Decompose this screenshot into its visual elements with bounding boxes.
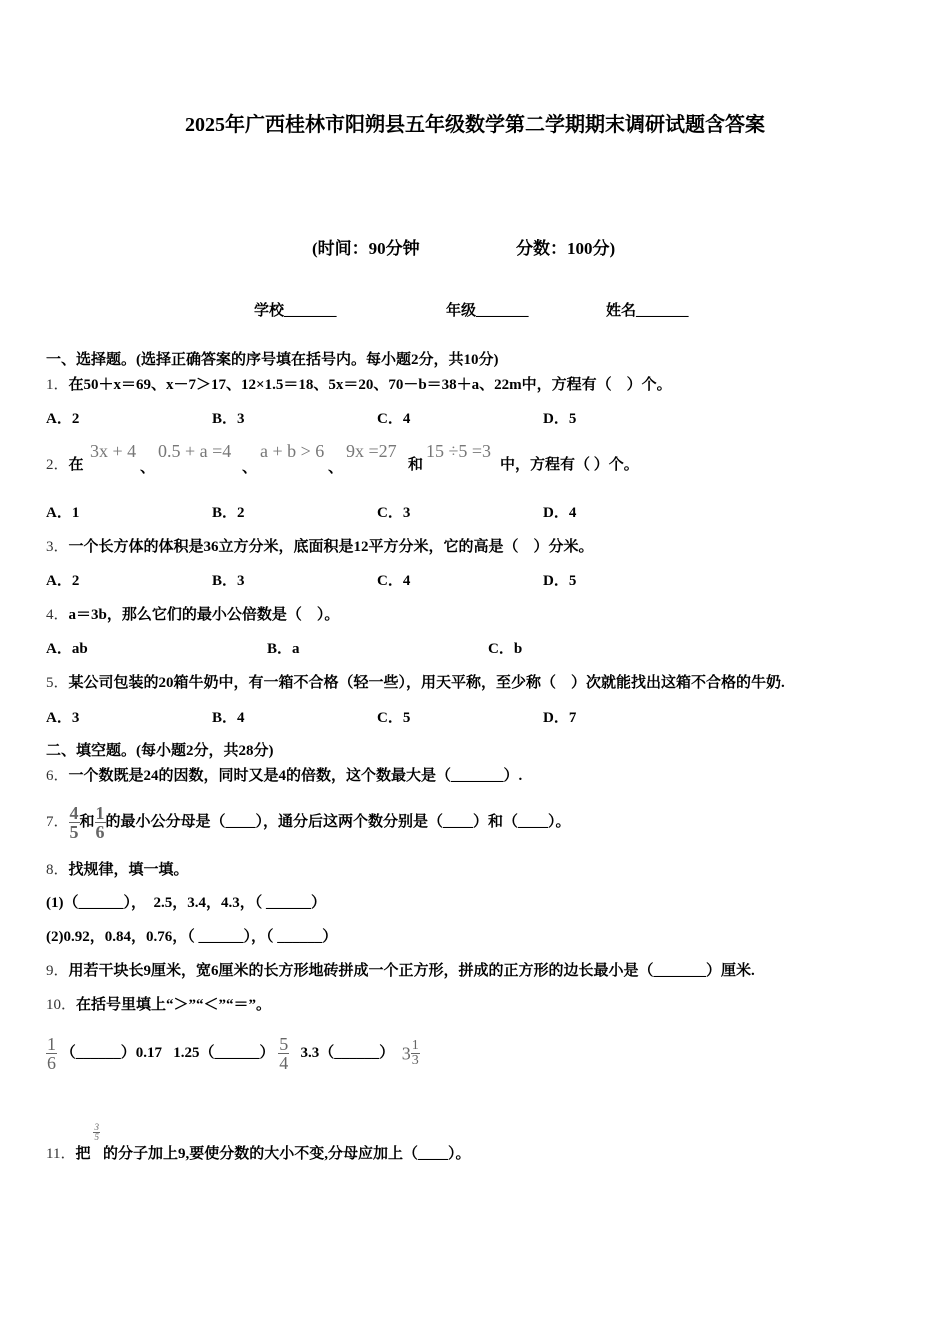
question-2 bbox=[46, 455, 84, 475]
mixed-whole: 3 bbox=[401, 1043, 411, 1064]
question-10 bbox=[46, 995, 271, 1015]
q-number: 8． bbox=[46, 862, 69, 878]
question-1 bbox=[46, 375, 672, 395]
formula: 0.5 + a =4 bbox=[158, 441, 232, 461]
denominator: 6 bbox=[95, 822, 105, 843]
formula: 15 ÷5 =3 bbox=[426, 441, 492, 461]
numerator: 4 bbox=[69, 803, 79, 824]
q-number: 5． bbox=[46, 675, 69, 691]
q-text: 用若干块长9厘米，宽6厘米的长方形地砖拼成一个正方形，拼成的正方形的边长最小是（_______）厘米. bbox=[68, 963, 755, 979]
time-limit: (时间：90分钟 bbox=[312, 239, 420, 258]
q-text: 把 bbox=[75, 1146, 91, 1162]
denominator: 3 bbox=[411, 1053, 419, 1069]
section-2-heading: 二、填空题。(每小题2分，共28分) bbox=[46, 743, 274, 759]
q-text: 某公司包装的20箱牛奶中，有一箱不合格（轻一些），用天平称，至少称（ ）次就能找出这箱不合格的牛奶. bbox=[68, 675, 785, 691]
numerator: 1 bbox=[47, 1034, 56, 1055]
q-number: 11． bbox=[46, 1146, 76, 1162]
fraction-4-5 bbox=[69, 804, 80, 841]
question-4 bbox=[46, 605, 339, 625]
question-11 bbox=[46, 1122, 471, 1164]
q-text: 在括号里填上“＞”“＜”“＝”。 bbox=[76, 997, 272, 1013]
formula: 3x + 4 bbox=[90, 441, 137, 461]
fraction-5-4 bbox=[278, 1035, 289, 1072]
q-text: 一个数既是24的因数，同时又是4的倍数，这个数最大是（_______）. bbox=[68, 768, 523, 784]
question-5 bbox=[46, 673, 785, 693]
question-8 bbox=[46, 860, 189, 880]
option-a[interactable]: A．2 bbox=[46, 411, 80, 427]
denominator: 5 bbox=[69, 822, 79, 843]
option-b[interactable]: B．2 bbox=[212, 505, 245, 521]
fraction-1-6 bbox=[46, 1035, 57, 1072]
question-7 bbox=[46, 800, 571, 844]
numerator: 1 bbox=[411, 1038, 419, 1054]
comparison-blank-2[interactable]: 1.25（______） bbox=[173, 1045, 275, 1061]
separator: 、 bbox=[242, 460, 258, 476]
option-a[interactable]: A．ab bbox=[46, 641, 88, 657]
school-field[interactable]: 学校_______ bbox=[254, 303, 337, 319]
option-d[interactable]: D．7 bbox=[543, 710, 577, 726]
and-text: 和 bbox=[79, 814, 95, 830]
option-c[interactable]: C．5 bbox=[377, 710, 411, 726]
q-number: 2． bbox=[46, 457, 69, 473]
q10-comparisons bbox=[46, 1030, 420, 1077]
total-score: 分数：100分) bbox=[516, 239, 616, 258]
q-number: 3． bbox=[46, 539, 69, 555]
formula: a + b > 6 bbox=[260, 441, 325, 461]
q-number: 1． bbox=[46, 377, 69, 393]
option-c[interactable]: C．b bbox=[488, 641, 523, 657]
formula: 9x =27 bbox=[346, 441, 397, 461]
q-number: 7． bbox=[46, 814, 69, 830]
option-b[interactable]: B．3 bbox=[212, 573, 245, 589]
option-a[interactable]: A．3 bbox=[46, 710, 80, 726]
question-9 bbox=[46, 961, 755, 981]
option-c[interactable]: C．4 bbox=[377, 411, 411, 427]
comparison-blank-1[interactable]: （______）0.17 bbox=[60, 1045, 163, 1061]
q-text: 找规律，填一填。 bbox=[68, 862, 189, 878]
name-field[interactable]: 姓名_______ bbox=[606, 303, 689, 319]
option-c[interactable]: C．4 bbox=[377, 573, 411, 589]
fraction-3-5 bbox=[93, 1123, 100, 1142]
denominator: 6 bbox=[47, 1053, 56, 1074]
q-text: 的分子加上9,要使分数的大小不变,分母应加上（____）。 bbox=[102, 1146, 471, 1162]
numerator: 3 bbox=[94, 1122, 99, 1133]
q-number: 10． bbox=[46, 997, 77, 1013]
option-b[interactable]: B．a bbox=[267, 641, 300, 657]
separator: 、 bbox=[328, 460, 344, 476]
q8-part-1: (1)（______）， 2.5，3.4，4.3，（ ______） bbox=[46, 895, 326, 911]
q-text: a＝3b，那么它们的最小公倍数是（ ）。 bbox=[68, 607, 340, 623]
option-a[interactable]: A．1 bbox=[46, 505, 80, 521]
option-c[interactable]: C．3 bbox=[377, 505, 411, 521]
fraction-1-3 bbox=[411, 1039, 420, 1068]
comparison-blank-3[interactable]: 3.3（______） bbox=[300, 1045, 395, 1061]
q-number: 9． bbox=[46, 963, 69, 979]
denominator: 4 bbox=[279, 1053, 289, 1074]
q8-part-2: (2)0.92，0.84，0.76，（ ______），（ ______） bbox=[46, 929, 338, 945]
separator: 、 bbox=[140, 460, 156, 476]
q-text: 中，方程有（ ）个。 bbox=[500, 457, 639, 473]
option-d[interactable]: D．4 bbox=[543, 505, 577, 521]
q-text: 在50＋x＝69、x－7＞17、12×1.5＝18、5x＝20、70－b＝38＋a、22m中，方程有（ ）个。 bbox=[68, 377, 672, 393]
question-6 bbox=[46, 766, 522, 786]
question-3 bbox=[46, 537, 594, 557]
option-b[interactable]: B．3 bbox=[212, 411, 245, 427]
q-text: 一个长方体的体积是36立方分米，底面积是12平方分米，它的高是（ ）分米。 bbox=[68, 539, 594, 555]
page-title: 2025年广西桂林市阳朔县五年级数学第二学期期末调研试题含答案 bbox=[185, 114, 765, 136]
option-b[interactable]: B．4 bbox=[212, 710, 245, 726]
and-text: 和 bbox=[408, 457, 424, 473]
grade-field[interactable]: 年级_______ bbox=[446, 303, 529, 319]
q-text: 的最小公分母是（____），通分后这两个数分别是（____）和（____）。 bbox=[105, 814, 571, 830]
q-text: 在 bbox=[68, 457, 84, 473]
option-d[interactable]: D．5 bbox=[543, 573, 577, 589]
section-1-heading: 一、选择题。(选择正确答案的序号填在括号内。每小题2分，共10分) bbox=[46, 352, 499, 368]
q-number: 6． bbox=[46, 768, 69, 784]
option-d[interactable]: D．5 bbox=[543, 411, 577, 427]
denominator: 5 bbox=[94, 1132, 99, 1143]
numerator: 1 bbox=[95, 803, 105, 824]
q-number: 4． bbox=[46, 607, 69, 623]
option-a[interactable]: A．2 bbox=[46, 573, 80, 589]
fraction-1-6 bbox=[95, 804, 106, 841]
numerator: 5 bbox=[279, 1034, 289, 1055]
